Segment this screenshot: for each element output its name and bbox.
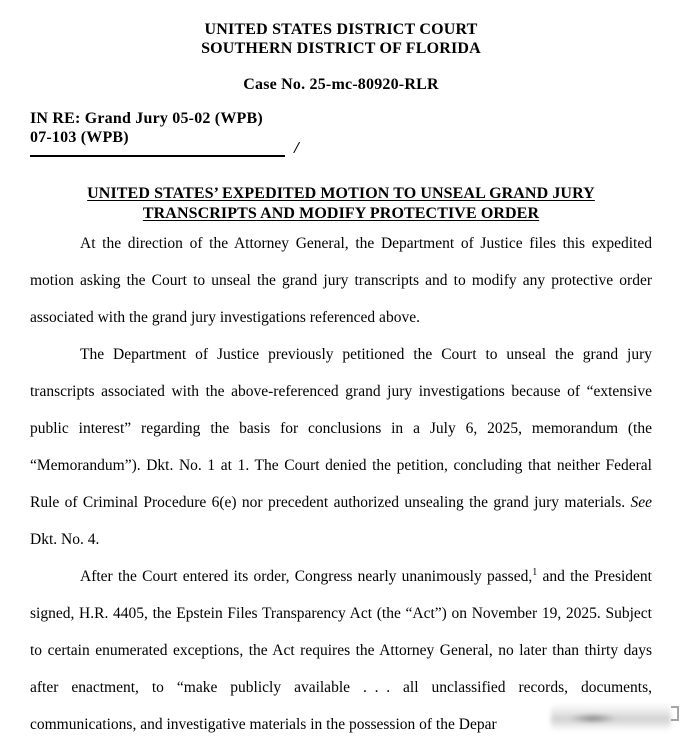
caption-signature-rule [30, 138, 299, 157]
court-district: SOUTHERN DISTRICT OF FLORIDA [201, 40, 481, 57]
watermark-blur-smudge [551, 703, 671, 731]
motion-title-line-1: UNITED STATES’ EXPEDITED MOTION TO UNSEAL GRAND JURY [87, 185, 595, 202]
motion-title [30, 184, 652, 224]
body-text-segment: After the Court entered its order, Congress nearly unanimously passed, [80, 568, 533, 585]
body-text-segment: 1 [532, 566, 538, 578]
caption-line-2: 07-103 (WPB) [30, 129, 129, 146]
case-caption [30, 109, 652, 157]
body-text-segment: At the direction of the Attorney General, the Department of Justice files this expedited motion asking the Court to unseal the grand jury transcripts and to modify any protective order associated with the grand jury investigations referenced above. [30, 235, 652, 326]
motion-title-line-2: TRANSCRIPTS AND MODIFY PROTECTIVE ORDER [142, 205, 540, 222]
caption-slash: / [294, 138, 299, 157]
court-name: UNITED STATES DISTRICT COURT [204, 21, 478, 38]
motion-body [30, 225, 652, 743]
body-paragraph [30, 225, 652, 336]
court-header [30, 20, 652, 58]
body-paragraph [30, 336, 652, 558]
body-text-segment: See [630, 494, 652, 511]
body-text-segment: The Department of Justice previously petitioned the Court to unseal the grand jury transcripts associated with the above-referenced grand jury investigations because of “extensive public interest” regarding the basis for conclusions in a July 6, 2025, memorandum (the “Memorandum”). Dkt. No. 1 at 1. The Court denied the petition, concluding that neither Federal Rule of Criminal Procedure 6(e) nor precedent authorized unsealing the grand jury materials. [30, 346, 652, 511]
watermark-fragment-icon [671, 706, 679, 721]
caption-line-1: IN RE: Grand Jury 05-02 (WPB) [30, 110, 263, 127]
body-text-segment: Dkt. No. 4. [30, 531, 100, 548]
case-number: Case No. 25-mc-80920-RLR [243, 76, 439, 93]
body-text-segment: and the President signed, H.R. 4405, the Epstein Files Transparency Act (the “Act”) on November 19, 2025. Subject to certain enumerated exceptions, the Act requires the Attorney General, no later than thirty days after enactment, to “make publicly available . . . all unclassified records, documents, communications, and investigative materials in the possession of the Depar [30, 568, 652, 733]
